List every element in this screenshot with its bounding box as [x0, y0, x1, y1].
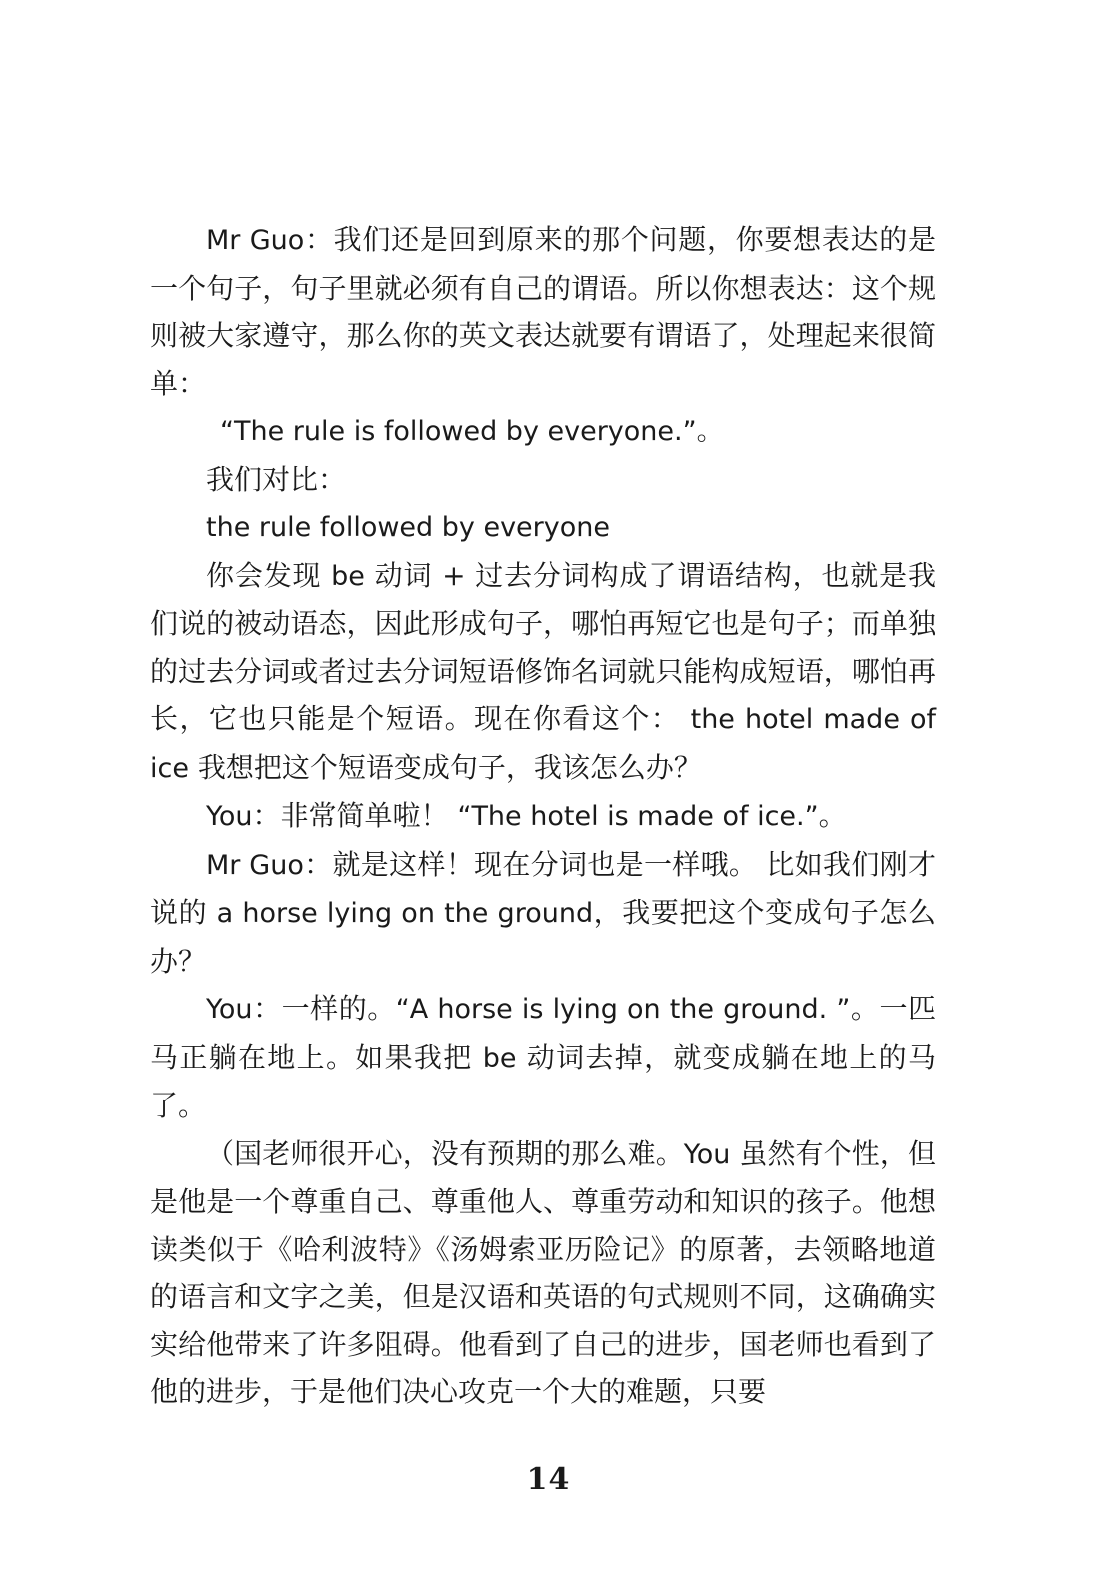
paragraph-narration — [150, 1130, 936, 1416]
paragraph-explanation — [150, 552, 936, 793]
paragraph-1 — [150, 216, 936, 407]
paragraph-text: ，我要把这个变成句子怎么办？ — [150, 896, 936, 978]
quote-line — [150, 407, 936, 456]
page-body — [150, 216, 936, 1416]
english-quote: “A horse is lying on the ground. ” — [395, 994, 851, 1025]
paragraph-text: 动词去掉，就变成躺在地上的马了。 — [150, 1040, 936, 1122]
english-word: be — [482, 1042, 517, 1074]
english-quote: “The hotel is made of ice.” — [457, 801, 819, 832]
speaker-label: Mr Guo — [206, 225, 305, 256]
speaker-label: Mr Guo — [206, 849, 304, 881]
paragraph-mrguo-2 — [150, 841, 936, 986]
paragraph-text: ：就是这样！现在分词也是一样哦。 比如我们刚才说的 — [150, 847, 936, 929]
paragraph-you-2 — [150, 985, 936, 1130]
english-phrase: a horse lying on the ground — [216, 898, 594, 929]
paragraph-text: 动词 + 过去分词构成了谓语结构，也就是我们说的被动语态，因此形成句子，哪怕再短它也是句子；而单独的过去分词或者过去分词短语修饰名词就只能构成短语，哪怕再长，它也只能是个短语。现在你看这个： — [150, 558, 936, 735]
speaker-label: You — [206, 801, 253, 832]
paragraph-you-1 — [150, 792, 936, 841]
paragraph-text: 虽然有个性，但是他是一个尊重自己、尊重他人、尊重劳动和知识的孩子。他想读类似于《哈利波特》《汤姆索亚历险记》的原著，去领略地道的语言和文字之美，但是汉语和英语的句式规则不同，这确确实实给他带来了许多阻碍。他看到了自己的进步，国老师也看到了他的进步，于是他们决心攻克一个大的难题，只要 — [150, 1136, 936, 1408]
english-word: be — [331, 560, 365, 592]
paragraph-compare — [150, 456, 936, 504]
paragraph-text: 。一匹马正躺在地上。如果我把 — [150, 992, 936, 1074]
paragraph-text: ：非常简单啦！ — [252, 799, 458, 832]
paragraph-text: 我们对比： — [206, 462, 347, 496]
english-example-line — [150, 503, 936, 552]
paragraph-text: ：我们还是回到原来的那个问题，你要想表达的是一个句子，句子里就必须有自己的谓语。所以你想表达：这个规则被大家遵守，那么你的英文表达就要有谓语了，处理起来很简单： — [150, 223, 936, 400]
paragraph-text: 你会发现 — [206, 558, 332, 592]
page-number: 14 — [526, 1462, 571, 1497]
paragraph-text: 。 — [818, 799, 847, 832]
paragraph-text: ：一样的。 — [252, 992, 396, 1025]
english-word: You — [683, 1138, 731, 1170]
paragraph-text: （国老师很开心，没有预期的那么难。 — [206, 1136, 684, 1170]
speaker-label: You — [206, 994, 253, 1025]
english-quote: “The rule is followed by everyone.”。 — [220, 416, 724, 447]
english-phrase: the hotel made of ice — [150, 704, 936, 784]
english-phrase: the rule followed by everyone — [206, 512, 610, 543]
paragraph-text: 我想把这个短语变成句子，我该怎么办？ — [188, 750, 702, 784]
